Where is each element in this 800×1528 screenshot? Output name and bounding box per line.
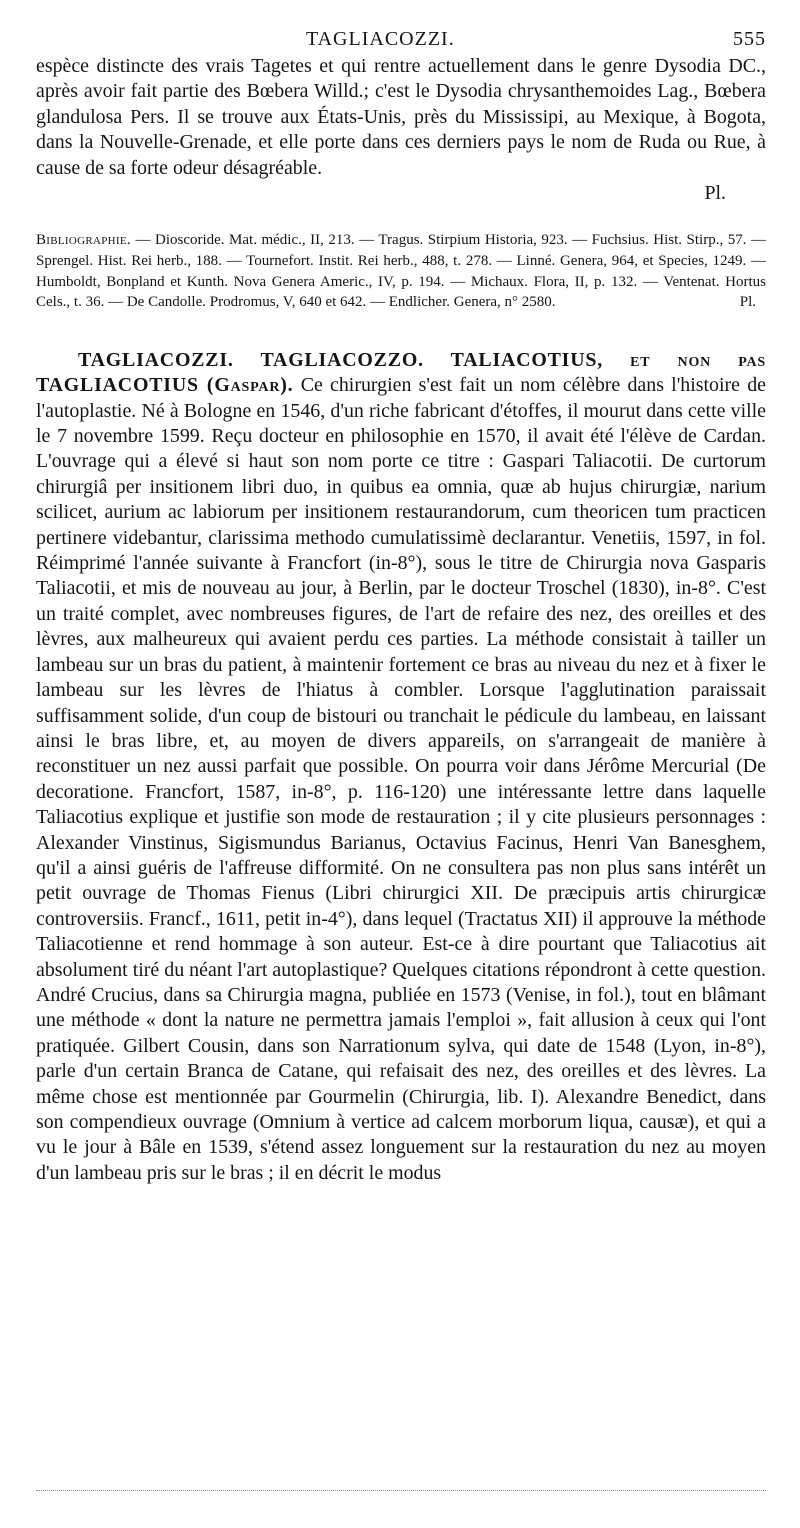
bibliography-signature: Pl. bbox=[739, 294, 756, 311]
intro-text: espèce distincte des vrais Tagetes et qui rentre actuellement dans le genre Dysodia DC., après avoir fait partie des Bœbera Willd.; c'est le Dysodia chrysanthemoides Lag., Bœbera glandulosa Pers. Il se trouve aux États-Unis, près du Mississipi, au Mexique, à Bogota, dans la Nouvelle-Grenade, et elle porte dans ces derniers pays le nom de Ruda ou Rue, à cause de sa forte odeur désagréable. bbox=[36, 55, 766, 179]
page-number: 555 bbox=[733, 28, 766, 50]
entry-headword: TAGLIACOZZI. TAGLIACOZZO. TALIACOTIUS, et non pas TAGLIACOTIUS (Gaspar). bbox=[36, 348, 766, 397]
page-header bbox=[36, 22, 766, 52]
intro-paragraph bbox=[36, 54, 766, 206]
intro-signature: Pl. bbox=[704, 182, 726, 205]
footer-dotted-rule bbox=[36, 1490, 766, 1491]
document-page bbox=[36, 22, 766, 1186]
bibliography-text: — Dioscoride. Mat. médic., II, 213. — Tragus. Stirpium Historia, 923. — Fuchsius. Hist. Stirp., 57. — Sprengel. Hist. Rei herb., 188. — Tournefort. Instit. Rei herb., 488, t. 278. — Linné. Genera, 964, et Species, 1249. — Humboldt, Bonpland et Kunth. Nova Genera Americ., IV, p. 194. — Michaux. Flora, II, p. 132. — Ventenat. Hortus Cels., t. 36. — De Candolle. Prodromus, V, 640 et 642. — Endlicher. Genera, n° 2580. bbox=[36, 232, 766, 311]
entry-text: Ce chirurgien s'est fait un nom célèbre dans l'histoire de l'autoplastie. Né à Bologne en 1546, d'un riche fabricant d'étoffes, il mourut dans cette ville le 7 novembre 1599. Reçu docteur en philosophie en 1570, il avait été l'élève de Cardan. L'ouvrage qui a élevé si haut son nom porte ce titre : Gaspari Taliacotii. De curtorum chirurgiâ per insitionem libri duo, in quibus ea omnia, quæ ab hujus chirurgiæ, narium scilicet, aurium ac labiorum per insitionem restaurandorum, cum theoricen tum practicen pertinere videbantur, clarissima methodo cumulatissimè declarantur. Venetiis, 1597, in fol. Réimprimé l'année suivante à Francfort (in-8°), sous le titre de Chirurgia nova Gasparis Taliacotii, et mis de nouveau au jour, à Berlin, par le docteur Troschel (1830), in-8°. C'est un traité complet, avec nombreuses figures, de l'art de refaire des nez, des oreilles et des lèvres, aux malheureux qui avaient perdu ces parties. La méthode consistait à tailler un lambeau sur un bras du patient, à maintenir fortement ce bras au niveau du nez et à fixer le lambeau sur les lèvres de l'hiatus à combler. Lorsque l'agglutination paraissait suffisamment solide, d'un coup de bistouri ou tranchait le pédicule du lambeau, en laissant ainsi le bras libre, et, au moyen de divers appareils, on s'arrangeait de manière à reconstituer un nez aussi parfait que possible. On pourra voir dans Jérôme Mercurial (De decoratione. Francfort, 1587, in-8°, p. 116-120) une intéressante lettre dans laquelle Taliacotius explique et justifie son mode de restauration ; il y cite plusieurs personnages : Alexander Vinstinus, Sigismundus Barianus, Octavius Facinus, Henri Van Banesghem, qu'il a ainsi guéris de l'affreuse difformité. On ne consultera pas non plus sans intérêt un petit ouvrage de Thomas Fienus (Libri chirurgici XII. De præcipuis artis chirurgicæ controversiis. Francf., 1611, petit in-4°), dans lequel (Tractatus XII) il approuve la méthode Taliacotienne et rend hommage à son auteur. Est-ce à dire pourtant que Taliacotius ait absolument tiré du néant l'art autoplastique? Quelques citations répondront à cette question. André Crucius, dans sa Chirurgia magna, publiée en 1573 (Venise, in fol.), tout en blâmant une méthode « dont la nature ne permettra jamais l'emploi », fait allusion à ceux qui l'ont pratiquée. Gilbert Cousin, dans son Narrationum sylva, qui date de 1548 (Lyon, in-8°), parle d'un certain Branca de Catane, qui refaisait des nez, des oreilles et des lèvres. La même chose est mentionnée par Gourmelin (Chirurgia, lib. I). Alexandre Benedict, dans son compendieux ouvrage (Omnium à vertice ad calcem morborum liqua, causæ), et qui a vu le jour à Bâle en 1539, s'étend assez longuement sur la restauration du nez au moyen d'un lambeau pris sur le bras ; il en décrit le modus bbox=[36, 374, 766, 1184]
bibliography-paragraph bbox=[36, 230, 766, 312]
bibliography-label: Bibliographie. bbox=[36, 232, 131, 249]
entry-paragraph bbox=[36, 348, 766, 1186]
running-title: TAGLIACOZZI. bbox=[306, 28, 455, 50]
